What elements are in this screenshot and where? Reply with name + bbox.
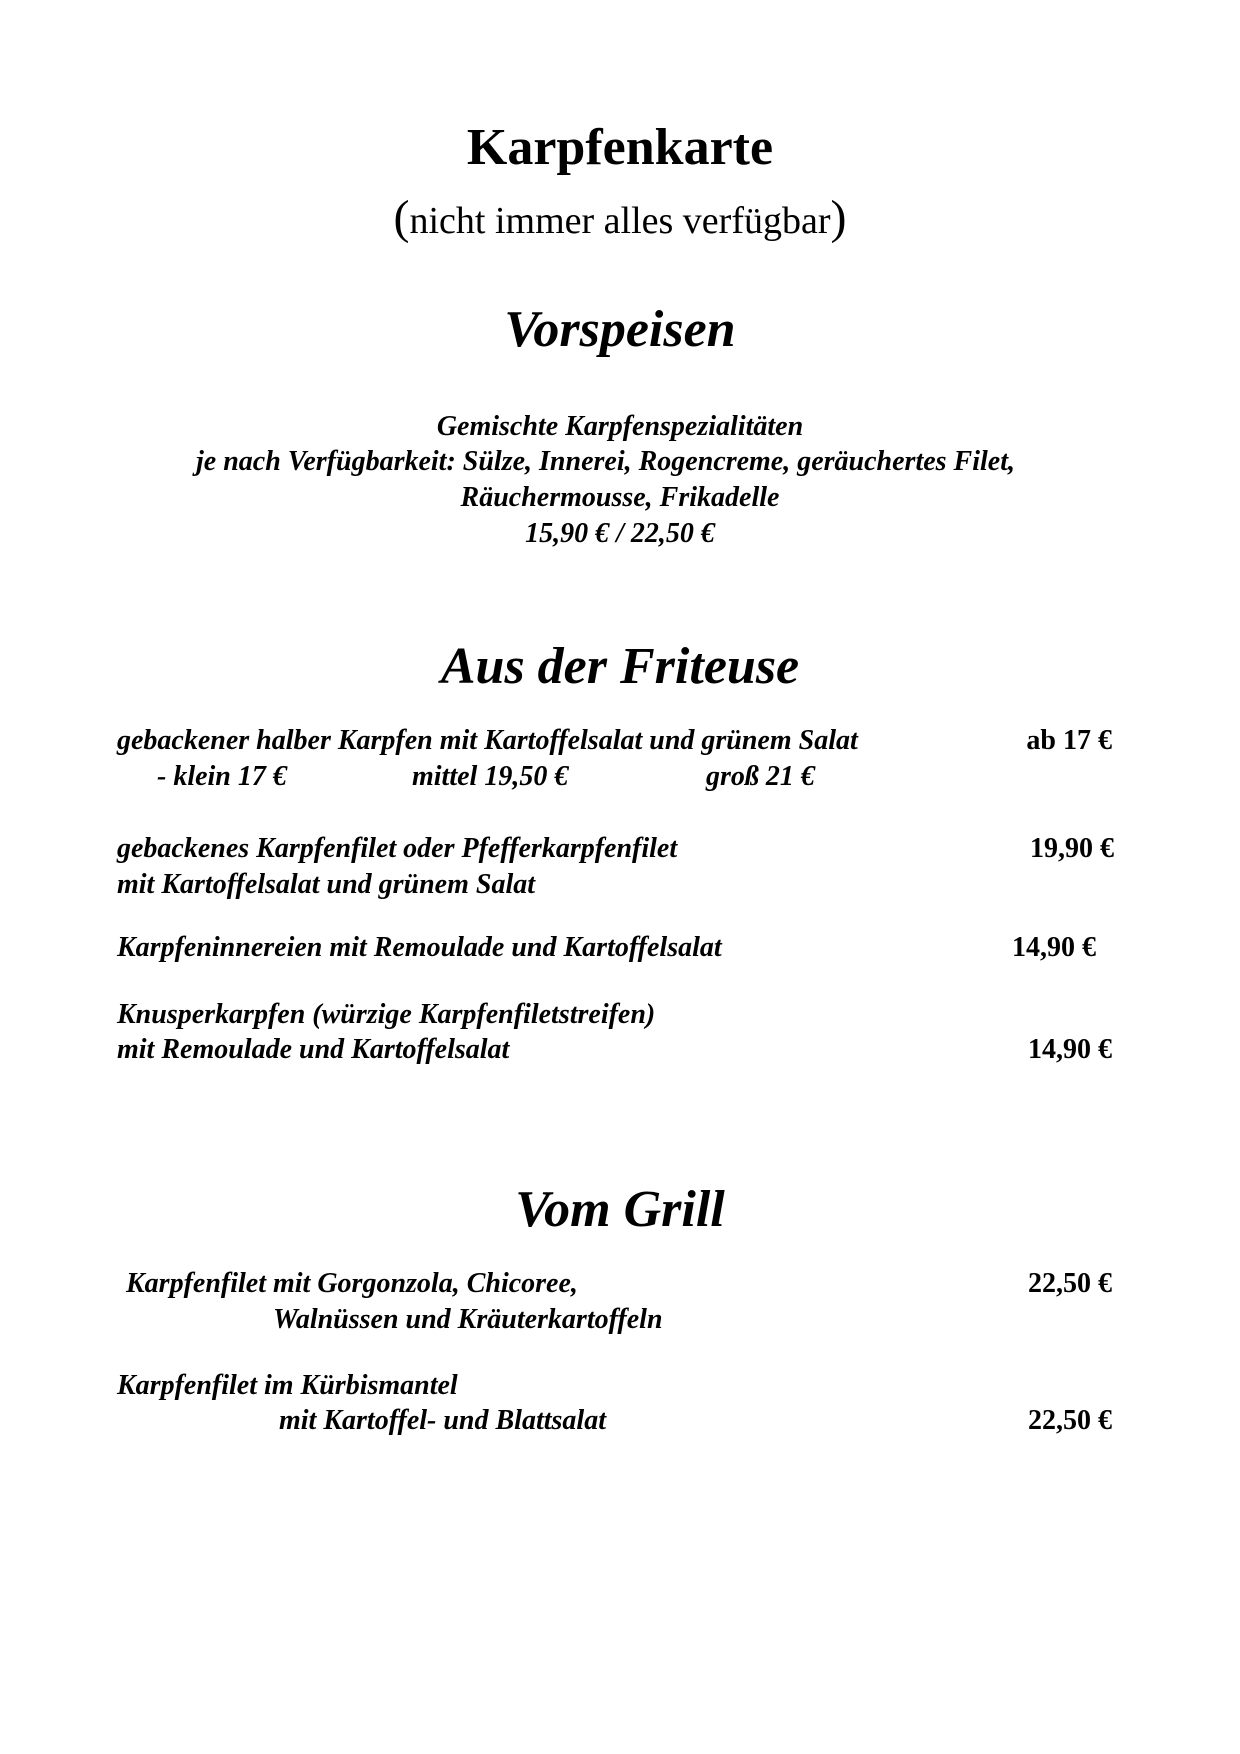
grill-item-2-name: Karpfenfilet im Kürbismantel: [117, 1370, 458, 1401]
page-title: Karpfenkarte: [466, 119, 774, 176]
subtitle-text: nicht immer alles verfügbar: [409, 200, 831, 242]
friteuse-item-2-name: gebackenes Karpfenfilet oder Pfefferkarpfenfilet: [117, 833, 678, 864]
grill-item-1-desc: Walnüssen und Kräuterkartoffeln: [273, 1304, 663, 1335]
friteuse-item-2-desc: mit Kartoffelsalat und grünem Salat: [117, 869, 536, 900]
friteuse-item-4-desc: mit Remoulade und Kartoffelsalat: [117, 1034, 510, 1065]
grill-item-2-price: 22,50 €: [1028, 1405, 1112, 1436]
friteuse-item-1-size-medium: mittel 19,50 €: [412, 761, 569, 792]
grill-item-2-desc: mit Kartoffel- und Blattsalat: [279, 1405, 606, 1436]
section-heading-friteuse: Aus der Friteuse: [440, 638, 800, 695]
friteuse-item-4-name: Knusperkarpfen (würzige Karpfenfiletstreifen): [117, 999, 656, 1030]
vorspeisen-item-name: Gemischte Karpfenspezialitäten: [436, 411, 804, 442]
friteuse-item-2-price: 19,90 €: [1030, 833, 1114, 864]
subtitle-close-paren: ): [830, 191, 847, 244]
friteuse-item-4-price: 14,90 €: [1028, 1034, 1112, 1065]
page-subtitle: [0, 190, 1240, 245]
grill-item-1-name: Karpfenfilet mit Gorgonzola, Chicoree,: [126, 1268, 578, 1299]
friteuse-item-1-size-large: groß 21 €: [706, 761, 815, 792]
vorspeisen-item-desc-2: Räuchermousse, Frikadelle: [460, 482, 780, 513]
grill-item-1-price: 22,50 €: [1028, 1268, 1112, 1299]
friteuse-item-1-size-small: - klein 17 €: [157, 761, 287, 792]
friteuse-item-3-price: 14,90 €: [1012, 932, 1096, 963]
section-heading-vorspeisen: Vorspeisen: [504, 301, 736, 358]
friteuse-item-1-name: gebackener halber Karpfen mit Kartoffelsalat und grünem Salat: [117, 725, 858, 756]
friteuse-item-1-price: ab 17 €: [1026, 725, 1112, 756]
subtitle-open-paren: (: [393, 191, 410, 244]
friteuse-item-3-name: Karpfeninnereien mit Remoulade und Kartoffelsalat: [117, 932, 722, 963]
section-heading-grill: Vom Grill: [515, 1181, 725, 1238]
vorspeisen-item-price: 15,90 € / 22,50 €: [525, 518, 715, 549]
vorspeisen-item-desc-1: je nach Verfügbarkeit: Sülze, Innerei, Rogencreme, geräuchertes Filet,: [196, 446, 1015, 477]
